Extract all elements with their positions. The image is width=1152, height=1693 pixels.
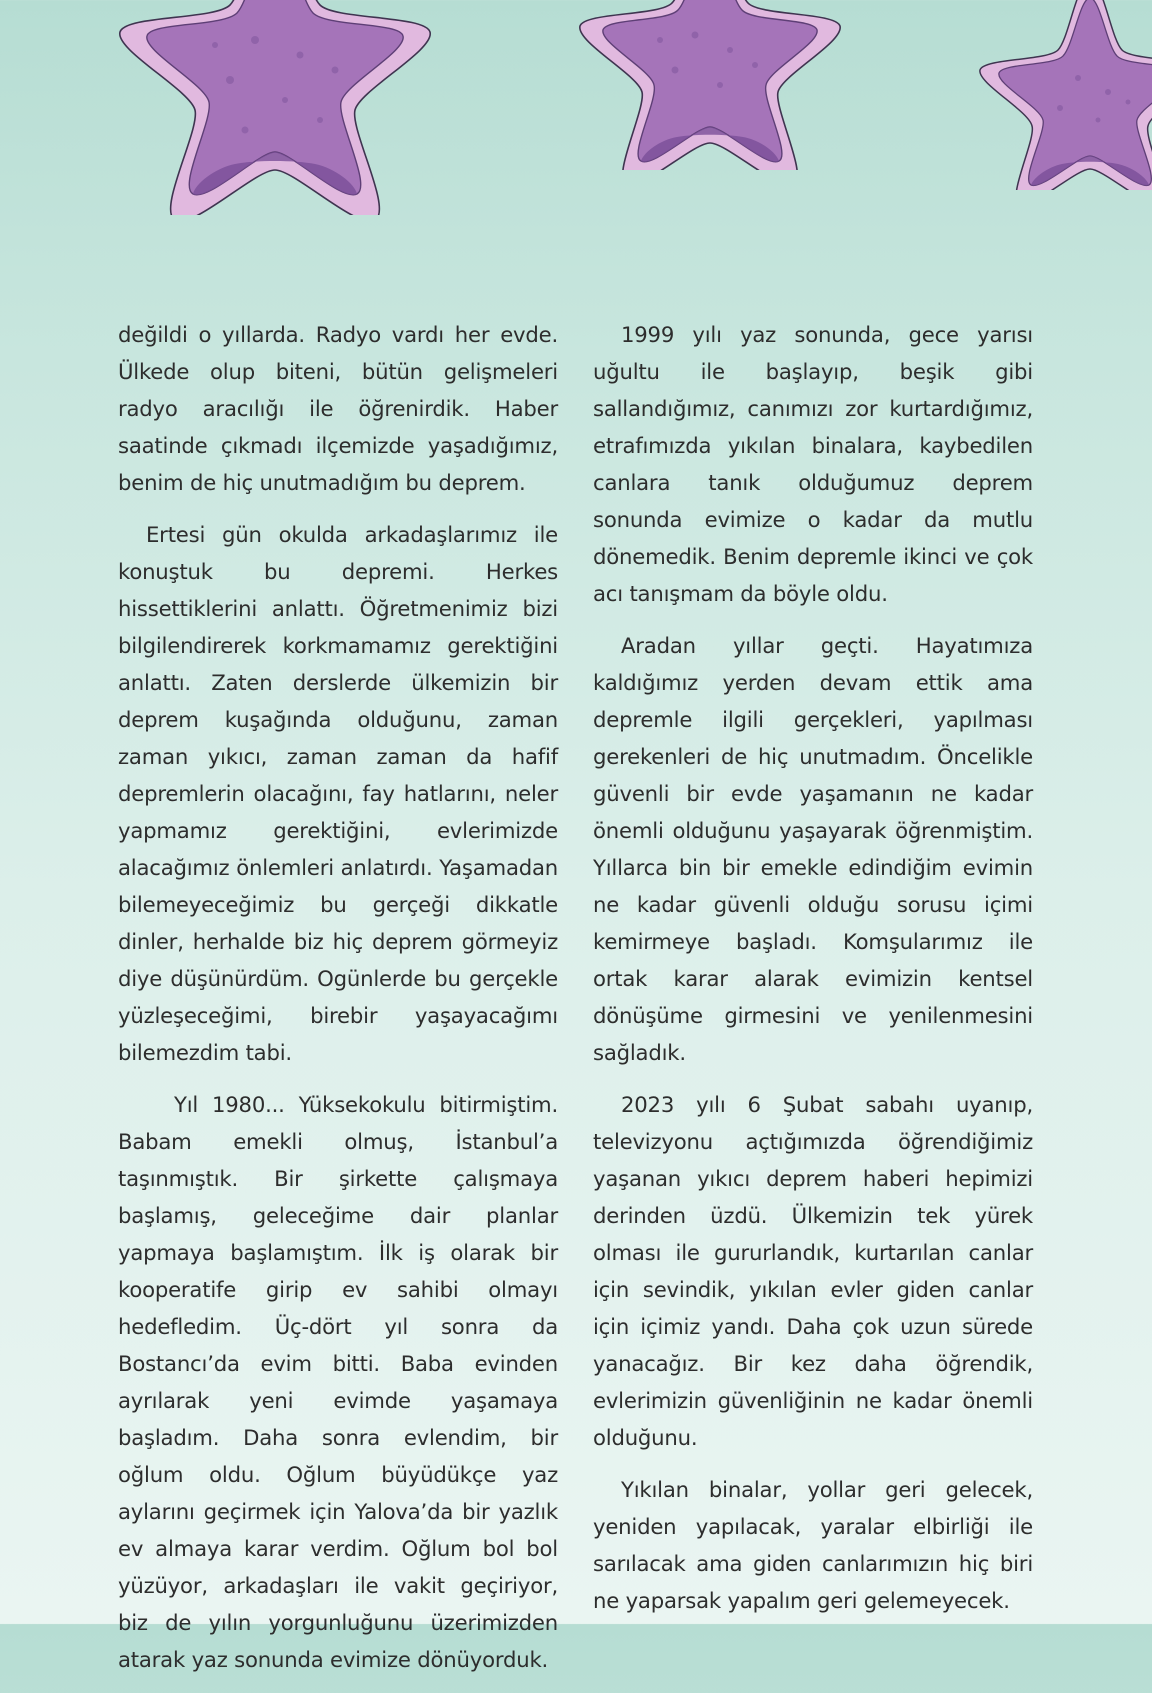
left-text-column	[118, 316, 558, 1693]
paragraph: değildi o yıllarda. Radyo vardı her evde. Ülkede olup biteni, bütün gelişmeleri radyo aracılığı ile öğrenirdik. Haber saatinde çıkmadı ilçemizde yaşadığımız, benim de hiç unutmadığım bu deprem.	[118, 322, 558, 495]
paragraph: 2023 yılı 6 Şubat sabahı uyanıp, televizyonu açtığımızda öğrendiğimiz yaşanan yıkıcı deprem haberi hepimizi derinden üzdü. Ülkemizin tek yürek olması ile gururlandık, kurtarılan canlar için sevindik, yıkılan evler giden canlar için içimiz yandı. Daha çok uzun sürede yanacağız. Bir kez daha öğrendik, evlerimizin güvenliğinin ne kadar önemli olduğunu.	[593, 1092, 1033, 1450]
starfish-icon	[90, 0, 460, 215]
paragraph: Aradan yıllar geçti. Hayatımıza kaldığımız yerden devam ettik ama depremle ilgili gerçekleri, yapılması gerekenleri de hiç unutmadım. Öncelikle güvenli bir evde yaşamanın ne kadar önemli olduğunu yaşayarak öğrenmiştim. Yıllarca bin bir emekle edindiğim evimin ne kadar güvenli olduğu sorusu içimi kemirmeye başladı. Komşularımız ile ortak karar alarak evimizin kentsel dönüşüme girmesini ve yenilenmesini sağladık.	[593, 633, 1033, 1065]
right-text-column	[593, 316, 1033, 1634]
paragraph: Yıkılan binalar, yollar geri gelecek, yeniden yapılacak, yaralar elbirliği ile sarılacak ama giden canlarımızın hiç biri ne yaparsak yapalım geri gelemeyecek.	[593, 1477, 1033, 1613]
paragraph: 1999 yılı yaz sonunda, gece yarısı uğultu ile başlayıp, beşik gibi sallandığımız, canımızı zor kurtardığımız, etrafımızda yıkılan binalara, kaybedilen canlara tanık olduğumuz deprem sonunda evimize o kadar da mutlu dönemedik. Benim depremle ikinci ve çok acı tanışmam da böyle oldu.	[593, 322, 1033, 606]
starfish-icon	[565, 0, 855, 170]
paragraph: Ertesi gün okulda arkadaşlarımız ile konuştuk bu depremi. Herkes hissettiklerini anlattı. Öğretmenimiz bizi bilgilendirerek korkmamamız gerektiğini anlattı. Zaten derslerde ülkemizin bir deprem kuşağında olduğunu, zaman zaman yıkıcı, zaman zaman da hafif depremlerin olacağını, fay hatlarını, neler yapmamız gerektiğini, evlerimizde alacağımız önlemleri anlatırdı. Yaşamadan bilemeyeceğimiz bu gerçeği dikkatle dinler, herhalde biz hiç deprem görmeyiz diye düşünürdüm. Ogünlerde bu gerçekle yüzleşeceğimi, birebir yaşayacağımı bilemezdim tabi.	[118, 522, 558, 1065]
starfish-icon	[975, 0, 1152, 190]
paragraph: Yıl 1980... Yüksekokulu bitirmiştim. Babam emekli olmuş, İstanbul’a taşınmıştık. Bir şirkette çalışmaya başlamış, geleceğime dair planlar yapmaya başlamıştım. İlk iş olarak bir kooperatife girip ev sahibi olmayı hedefledim. Üç-dört yıl sonra da Bostancı’da evim bitti. Baba evinden ayrılarak yeni evimde yaşamaya başladım. Daha sonra evlendim, bir oğlum oldu. Oğlum büyüdükçe yaz aylarını geçirmek için Yalova’da bir yazlık ev almaya karar verdim. Oğlum bol bol yüzüyor, arkadaşları ile vakit geçiriyor, biz de yılın yorgunluğunu üzerimizden atarak yaz sonunda evimize dönüyorduk.	[118, 1092, 558, 1672]
starfish-decoration	[0, 0, 1152, 230]
